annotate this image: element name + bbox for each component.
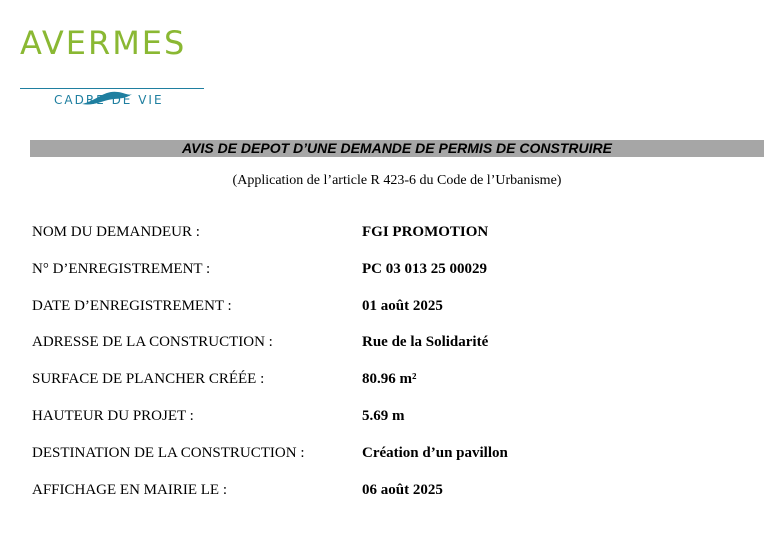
field-value: 80.96 m² [362, 371, 417, 388]
field-label: ADRESSE DE LA CONSTRUCTION : [32, 334, 273, 351]
field-label: AFFICHAGE EN MAIRIE LE : [32, 481, 227, 498]
field-label: DATE D’ENREGISTREMENT : [32, 297, 232, 314]
avermes-logo [20, 24, 210, 110]
field-row-destination [32, 443, 752, 480]
field-row-registration-date [32, 296, 752, 333]
field-row-floor-area [32, 369, 752, 406]
notice-title: AVIS DE DEPOT D’UNE DEMANDE DE PERMIS DE CONSTRUIRE [182, 140, 612, 156]
field-value: 06 août 2025 [362, 481, 443, 498]
field-label: NOM DU DEMANDEUR : [32, 224, 200, 240]
field-row-posting-date [32, 480, 752, 517]
field-row-applicant [32, 222, 752, 259]
field-list [32, 222, 752, 516]
logo-tagline: CADRE DE VIE [54, 93, 164, 107]
field-label: HAUTEUR DU PROJET : [32, 407, 194, 424]
field-value: 01 août 2025 [362, 297, 443, 314]
field-row-address [32, 332, 752, 369]
notice-subtitle: (Application de l’article R 423-6 du Code de l’Urbanisme) [232, 173, 562, 188]
field-value: FGI PROMOTION [362, 224, 489, 240]
field-value: Rue de la Solidarité [362, 334, 489, 351]
field-value: Création d’un pavillon [362, 444, 508, 461]
field-row-registration-number [32, 259, 752, 296]
logo-name: AVERMES [20, 24, 187, 62]
field-value: 5.69 m [362, 407, 405, 424]
field-value: PC 03 013 25 00029 [362, 260, 487, 277]
field-row-height [32, 406, 752, 443]
field-label: SURFACE DE PLANCHER CRÉÉE : [32, 371, 265, 388]
field-label: N° D’ENREGISTREMENT : [32, 260, 211, 277]
field-label: DESTINATION DE LA CONSTRUCTION : [32, 444, 305, 461]
